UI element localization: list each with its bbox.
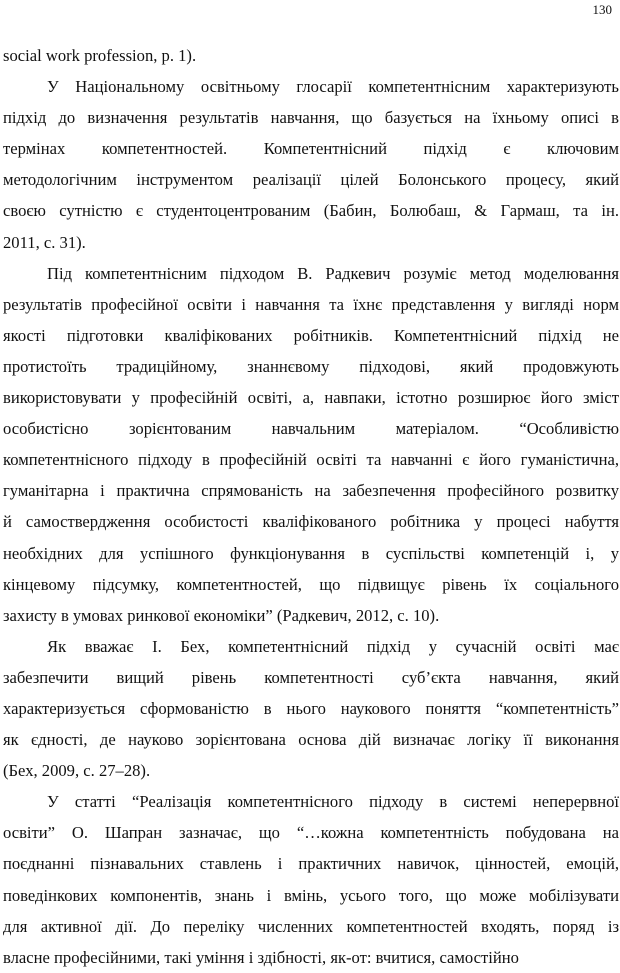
text-line: У Національному освітньому глосарії компетентнісним характеризують <box>47 77 619 97</box>
text-line: необхідних для успішного функціонування в суспільстві компетенцій і, у <box>3 543 619 563</box>
paragraph <box>3 786 619 973</box>
text-line: використовувати у професійній освіті, а, навпаки, істотно розширює його зміст <box>3 388 619 408</box>
text-line: методологічним інструментом реалізації цілей Болонського процесу, який <box>3 170 619 190</box>
text-line: своєю сутністю є студентоцентрованим (Бабин, Болюбаш, & Гармаш, та ін. <box>3 201 619 221</box>
text-line: 2011, с. 31). <box>3 232 86 252</box>
text-line: характеризується сформованістю в нього наукового поняття “компетентність” <box>3 698 619 718</box>
text-line: кінцевому підсумку, компетентностей, що підвищує рівень їх соціального <box>3 574 619 594</box>
text-line: гуманітарна і практична спрямованість на забезпечення професійного розвитку <box>3 481 619 501</box>
text-line: для активної дії. До переліку численних компетентностей входять, поряд із <box>3 916 619 936</box>
text-line: як єдності, де науково зорієнтована основа дій визначає логіку її виконання <box>3 730 619 750</box>
text-line: якості підготовки кваліфікованих робітників. Компетентнісний підхід не <box>3 325 619 345</box>
text-line: результатів професійної освіти і навчання та їхнє представлення у вигляді норм <box>3 294 619 314</box>
body-text <box>3 40 619 973</box>
paragraph <box>3 631 619 786</box>
text-line: У статті “Реалізація компетентнісного підходу в системі неперервної <box>47 792 619 812</box>
text-line: підхід до визначення результатів навчання, що базується на їхньому описі в <box>3 108 619 128</box>
text-line: захисту в умовах ринкової економіки” (Радкевич, 2012, с. 10). <box>3 605 440 625</box>
text-line: (Бех, 2009, с. 27–28). <box>3 761 151 781</box>
text-line: social work profession, p. 1). <box>3 46 197 65</box>
text-line: власне професійними, такі уміння і здібності, як-от: вчитися, самостійно <box>3 947 519 967</box>
text-line: компетентнісного підходу в професійній освіті та навчанні є його гуманістична, <box>3 450 619 470</box>
text-line: поведінкових компонентів, знань і вмінь, усього того, що може мобілізувати <box>3 885 619 905</box>
text-line: освіти” О. Шапран зазначає, що “…кожна компетентність побудована на <box>3 823 619 843</box>
text-line: й самоствердження особистості кваліфікованого робітника у процесі набуття <box>3 512 619 532</box>
page-number: 130 <box>592 2 612 17</box>
text-line: Як вважає І. Бех, компетентнісний підхід у сучасній освіті має <box>47 636 619 656</box>
paragraph <box>3 258 619 631</box>
text-line: протистоїть традиційному, знаннєвому підходові, який продовжують <box>3 356 619 376</box>
text-line: термінах компетентностей. Компетентнісний підхід є ключовим <box>3 139 619 159</box>
text-line: поєднанні пізнавальних ставлень і практичних навичок, цінностей, емоцій, <box>3 854 619 874</box>
text-line: забезпечити вищий рівень компетентності суб’єкта навчання, який <box>3 667 619 687</box>
text-line: особистісно зорієнтованим навчальним матеріалом. “Особливістю <box>3 419 619 439</box>
text-line: Під компетентнісним підходом В. Радкевич розуміє метод моделювання <box>47 263 619 283</box>
paragraph <box>3 71 619 258</box>
paragraph <box>3 40 619 71</box>
